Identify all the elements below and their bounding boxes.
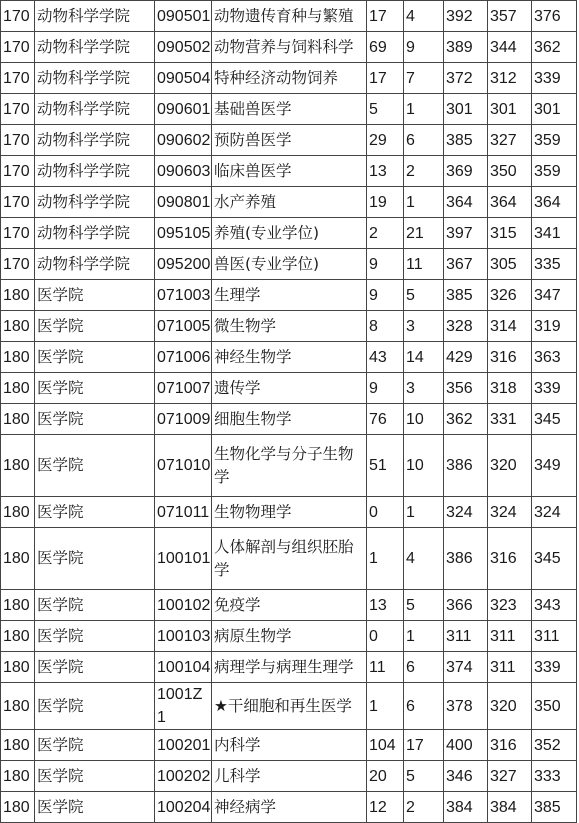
applicants-cell: 9 [367,249,404,280]
max-score-cell: 311 [444,621,488,652]
major-code-cell: 090801 [155,187,212,218]
admitted-cell: 5 [404,590,444,621]
avg-score-cell: 341 [532,218,577,249]
unit-code-cell: 170 [1,32,35,63]
unit-code-cell: 170 [1,156,35,187]
max-score-cell: 356 [444,373,488,404]
applicants-cell: 13 [367,590,404,621]
applicants-cell: 20 [367,761,404,792]
applicants-cell: 17 [367,63,404,94]
table-row [1,1,577,32]
major-name-cell: 特种经济动物饲养 [212,63,367,94]
major-code-cell: 100204 [155,792,212,823]
max-score-cell: 385 [444,280,488,311]
min-score-cell: 323 [488,590,532,621]
unit-code-cell: 180 [1,652,35,683]
major-name-cell: 儿科学 [212,761,367,792]
major-code-cell: 100202 [155,761,212,792]
applicants-cell: 9 [367,373,404,404]
major-name-cell: 兽医(专业学位) [212,249,367,280]
table-row [1,730,577,761]
max-score-cell: 372 [444,63,488,94]
unit-code-cell: 180 [1,404,35,435]
major-code-cell: 100104 [155,652,212,683]
admitted-cell: 6 [404,125,444,156]
admitted-cell: 1 [404,94,444,125]
max-score-cell: 386 [444,528,488,590]
max-score-cell: 364 [444,187,488,218]
avg-score-cell: 345 [532,404,577,435]
table-row [1,497,577,528]
applicants-cell: 104 [367,730,404,761]
admitted-cell: 21 [404,218,444,249]
min-score-cell: 305 [488,249,532,280]
major-code-cell: 071011 [155,497,212,528]
min-score-cell: 320 [488,683,532,730]
unit-code-cell: 180 [1,792,35,823]
unit-code-cell: 180 [1,311,35,342]
major-code-cell: 090602 [155,125,212,156]
applicants-cell: 12 [367,792,404,823]
min-score-cell: 326 [488,280,532,311]
college-cell: 医学院 [35,435,155,497]
college-cell: 动物科学学院 [35,156,155,187]
min-score-cell: 327 [488,761,532,792]
table-row [1,32,577,63]
table-row [1,761,577,792]
table-row [1,621,577,652]
admitted-cell: 10 [404,404,444,435]
major-code-cell: 090501 [155,1,212,32]
unit-code-cell: 180 [1,761,35,792]
min-score-cell: 384 [488,792,532,823]
major-name-cell: 生理学 [212,280,367,311]
table-row [1,590,577,621]
max-score-cell: 429 [444,342,488,373]
applicants-cell: 69 [367,32,404,63]
min-score-cell: 316 [488,730,532,761]
major-name-cell: 遗传学 [212,373,367,404]
table-row [1,249,577,280]
unit-code-cell: 170 [1,218,35,249]
avg-score-cell: 339 [532,63,577,94]
min-score-cell: 312 [488,63,532,94]
major-code-cell: 1001Z1 [155,683,212,730]
applicants-cell: 13 [367,156,404,187]
admitted-cell: 7 [404,63,444,94]
college-cell: 医学院 [35,761,155,792]
table-row [1,218,577,249]
college-cell: 医学院 [35,730,155,761]
applicants-cell: 51 [367,435,404,497]
unit-code-cell: 170 [1,187,35,218]
table-row [1,652,577,683]
major-name-cell: 细胞生物学 [212,404,367,435]
max-score-cell: 367 [444,249,488,280]
college-cell: 医学院 [35,497,155,528]
major-name-cell: 养殖(专业学位) [212,218,367,249]
major-name-cell: 内科学 [212,730,367,761]
avg-score-cell: 362 [532,32,577,63]
table-row [1,311,577,342]
college-cell: 动物科学学院 [35,125,155,156]
max-score-cell: 374 [444,652,488,683]
unit-code-cell: 170 [1,94,35,125]
table-row [1,342,577,373]
min-score-cell: 311 [488,652,532,683]
max-score-cell: 378 [444,683,488,730]
college-cell: 医学院 [35,404,155,435]
unit-code-cell: 180 [1,621,35,652]
table-row [1,373,577,404]
college-cell: 动物科学学院 [35,187,155,218]
min-score-cell: 320 [488,435,532,497]
min-score-cell: 331 [488,404,532,435]
applicants-cell: 5 [367,94,404,125]
max-score-cell: 369 [444,156,488,187]
table-row [1,94,577,125]
min-score-cell: 314 [488,311,532,342]
college-cell: 医学院 [35,683,155,730]
avg-score-cell: 333 [532,761,577,792]
major-name-cell: 预防兽医学 [212,125,367,156]
min-score-cell: 318 [488,373,532,404]
unit-code-cell: 170 [1,125,35,156]
unit-code-cell: 180 [1,683,35,730]
max-score-cell: 328 [444,311,488,342]
admitted-cell: 4 [404,528,444,590]
major-code-cell: 095200 [155,249,212,280]
major-code-cell: 100101 [155,528,212,590]
avg-score-cell: 311 [532,621,577,652]
major-code-cell: 100201 [155,730,212,761]
min-score-cell: 316 [488,342,532,373]
unit-code-cell: 180 [1,373,35,404]
avg-score-cell: 352 [532,730,577,761]
table-row [1,528,577,590]
avg-score-cell: 345 [532,528,577,590]
table-row [1,63,577,94]
major-code-cell: 071007 [155,373,212,404]
unit-code-cell: 170 [1,249,35,280]
applicants-cell: 0 [367,621,404,652]
table-row [1,280,577,311]
college-cell: 医学院 [35,280,155,311]
avg-score-cell: 363 [532,342,577,373]
college-cell: 医学院 [35,342,155,373]
table-body [1,1,577,823]
applicants-cell: 0 [367,497,404,528]
min-score-cell: 327 [488,125,532,156]
min-score-cell: 364 [488,187,532,218]
college-cell: 医学院 [35,792,155,823]
min-score-cell: 301 [488,94,532,125]
avg-score-cell: 376 [532,1,577,32]
max-score-cell: 385 [444,125,488,156]
min-score-cell: 316 [488,528,532,590]
max-score-cell: 366 [444,590,488,621]
major-code-cell: 100102 [155,590,212,621]
major-code-cell: 071010 [155,435,212,497]
major-name-cell: 微生物学 [212,311,367,342]
admitted-cell: 2 [404,156,444,187]
college-cell: 动物科学学院 [35,249,155,280]
max-score-cell: 386 [444,435,488,497]
college-cell: 动物科学学院 [35,218,155,249]
major-code-cell: 090601 [155,94,212,125]
major-code-cell: 095105 [155,218,212,249]
major-code-cell: 090603 [155,156,212,187]
major-name-cell: 病理学与病理生理学 [212,652,367,683]
admitted-cell: 10 [404,435,444,497]
avg-score-cell: 350 [532,683,577,730]
avg-score-cell: 324 [532,497,577,528]
college-cell: 动物科学学院 [35,32,155,63]
applicants-cell: 1 [367,528,404,590]
major-name-cell: 生物化学与分子生物学 [212,435,367,497]
min-score-cell: 357 [488,1,532,32]
avg-score-cell: 335 [532,249,577,280]
avg-score-cell: 339 [532,652,577,683]
applicants-cell: 11 [367,652,404,683]
avg-score-cell: 347 [532,280,577,311]
unit-code-cell: 180 [1,497,35,528]
major-name-cell: 神经病学 [212,792,367,823]
avg-score-cell: 339 [532,373,577,404]
admitted-cell: 5 [404,761,444,792]
max-score-cell: 301 [444,94,488,125]
applicants-cell: 9 [367,280,404,311]
max-score-cell: 400 [444,730,488,761]
unit-code-cell: 180 [1,528,35,590]
applicants-cell: 2 [367,218,404,249]
unit-code-cell: 180 [1,280,35,311]
applicants-cell: 8 [367,311,404,342]
avg-score-cell: 385 [532,792,577,823]
college-cell: 医学院 [35,373,155,404]
applicants-cell: 1 [367,683,404,730]
applicants-cell: 76 [367,404,404,435]
avg-score-cell: 319 [532,311,577,342]
major-name-cell: 水产养殖 [212,187,367,218]
major-name-cell: 临床兽医学 [212,156,367,187]
major-code-cell: 071009 [155,404,212,435]
table-row [1,792,577,823]
unit-code-cell: 170 [1,1,35,32]
major-name-cell: 神经生物学 [212,342,367,373]
major-name-cell: 动物遗传育种与繁殖 [212,1,367,32]
min-score-cell: 350 [488,156,532,187]
college-cell: 医学院 [35,590,155,621]
major-code-cell: 071005 [155,311,212,342]
unit-code-cell: 170 [1,63,35,94]
avg-score-cell: 343 [532,590,577,621]
college-cell: 医学院 [35,652,155,683]
college-cell: 动物科学学院 [35,63,155,94]
admitted-cell: 3 [404,311,444,342]
college-cell: 医学院 [35,311,155,342]
applicants-cell: 19 [367,187,404,218]
admitted-cell: 17 [404,730,444,761]
admitted-cell: 2 [404,792,444,823]
avg-score-cell: 349 [532,435,577,497]
max-score-cell: 362 [444,404,488,435]
admitted-cell: 3 [404,373,444,404]
avg-score-cell: 359 [532,125,577,156]
applicants-cell: 43 [367,342,404,373]
major-code-cell: 100103 [155,621,212,652]
admitted-cell: 6 [404,683,444,730]
min-score-cell: 311 [488,621,532,652]
major-code-cell: 090504 [155,63,212,94]
major-name-cell: 生物物理学 [212,497,367,528]
college-cell: 动物科学学院 [35,94,155,125]
applicants-cell: 29 [367,125,404,156]
college-cell: 医学院 [35,621,155,652]
major-code-cell: 090502 [155,32,212,63]
table-row [1,156,577,187]
max-score-cell: 397 [444,218,488,249]
college-cell: 动物科学学院 [35,1,155,32]
major-name-cell: 病原生物学 [212,621,367,652]
unit-code-cell: 180 [1,730,35,761]
table-row [1,683,577,730]
admitted-cell: 1 [404,497,444,528]
major-name-cell: 基础兽医学 [212,94,367,125]
admitted-cell: 5 [404,280,444,311]
table-row [1,435,577,497]
max-score-cell: 324 [444,497,488,528]
admitted-cell: 6 [404,652,444,683]
admitted-cell: 1 [404,187,444,218]
max-score-cell: 346 [444,761,488,792]
admitted-cell: 9 [404,32,444,63]
min-score-cell: 324 [488,497,532,528]
college-cell: 医学院 [35,528,155,590]
max-score-cell: 392 [444,1,488,32]
avg-score-cell: 364 [532,187,577,218]
admitted-cell: 14 [404,342,444,373]
admitted-cell: 4 [404,1,444,32]
avg-score-cell: 359 [532,156,577,187]
major-name-cell: 人体解剖与组织胚胎学 [212,528,367,590]
max-score-cell: 384 [444,792,488,823]
major-code-cell: 071006 [155,342,212,373]
unit-code-cell: 180 [1,590,35,621]
min-score-cell: 315 [488,218,532,249]
min-score-cell: 344 [488,32,532,63]
admitted-cell: 1 [404,621,444,652]
major-name-cell: 动物营养与饲料科学 [212,32,367,63]
max-score-cell: 389 [444,32,488,63]
table-row [1,404,577,435]
applicants-cell: 17 [367,1,404,32]
unit-code-cell: 180 [1,342,35,373]
admitted-cell: 11 [404,249,444,280]
avg-score-cell: 301 [532,94,577,125]
table-row [1,187,577,218]
unit-code-cell: 180 [1,435,35,497]
table-row [1,125,577,156]
major-name-cell: 免疫学 [212,590,367,621]
major-code-cell: 071003 [155,280,212,311]
major-name-cell: ★干细胞和再生医学 [212,683,367,730]
